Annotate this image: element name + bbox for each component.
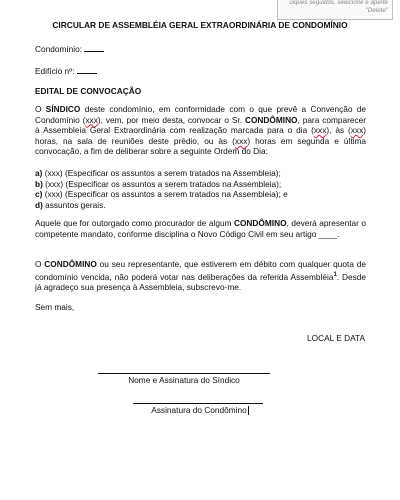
p1-text: ) horas em segunda e última convocação, a fim de deliberar sobre a seguinte Ordem do Dia: — [35, 135, 366, 157]
agenda-text: assuntos gerais. — [42, 199, 106, 210]
procurador-paragraph — [35, 218, 366, 239]
placeholder-xxx: xxx — [234, 135, 248, 146]
edificio-blank[interactable] — [77, 66, 97, 74]
agenda-item — [35, 200, 366, 211]
debito-paragraph — [35, 259, 366, 293]
agenda-text: (xxx) (Especificar os assuntos a serem tratados na Assembleia); — [42, 178, 282, 189]
condomino-signature-line — [133, 403, 263, 404]
agenda-letter: a) — [35, 168, 43, 178]
placeholder-xxx: xxx — [313, 125, 327, 136]
condominio-label: Condomínio: — [35, 44, 83, 54]
p1-text: ), vem, por meio desta, convocar o Sr. — [97, 114, 245, 125]
instruction-note: uiques seguidos, selecione e aperte "Delete" — [277, 0, 393, 20]
closing-text: Sem mais, — [35, 302, 75, 312]
condominio-field — [35, 44, 104, 55]
p1-text: deste condomínio, em conformidade com o que prevê a Convenção de Condomínio ( — [35, 104, 367, 125]
p3-text: . Desde já agradeço sua presença à Assembleia, subscrevo-me. — [35, 271, 366, 292]
condomino-term: CONDÔMINO — [233, 218, 287, 228]
agenda-letter: c) — [35, 189, 43, 200]
p1-text: O — [35, 104, 46, 114]
condomino-term: CONDÔMINO — [44, 259, 97, 269]
p1-text: ), às ( — [326, 125, 351, 136]
p1-text: ) horas, na sala de reuniões deste prédio, ou às ( — [35, 125, 366, 146]
agenda-list — [35, 168, 366, 210]
agenda-item — [35, 168, 366, 179]
agenda-letter: d) — [35, 199, 43, 210]
edificio-field — [35, 66, 97, 77]
sindico-term: SÍNDICO — [45, 104, 81, 114]
agenda-item — [35, 189, 366, 200]
edificio-label: Edifício nº: — [35, 66, 75, 76]
edital-heading: EDITAL DE CONVOCAÇÃO — [35, 86, 142, 96]
local-data: LOCAL E DATA — [307, 333, 365, 343]
agenda-letter: b) — [35, 178, 43, 189]
agenda-item — [35, 179, 366, 190]
placeholder-xxx: xxx — [350, 125, 364, 136]
condomino-signature-text: Assinatura do Condômino — [151, 405, 247, 415]
text-cursor — [248, 406, 249, 415]
agenda-text: (xxx) (Especificar os assuntos a serem tratados na Assembleia); e — [42, 189, 288, 200]
p2-text: , deverá apresentar o competente mandato, conforme disciplina o Novo Código Civil em seu artigo ____. — [35, 218, 366, 239]
p1-text: , para comparecer à Assembleia Geral Extraordinária com realização marcada para o dia ( — [35, 114, 366, 136]
p2-text: Aquele que for outorgado como procurador de algum — [35, 218, 234, 228]
document-title: CIRCULAR DE ASSEMBLÉIA GERAL EXTRAORDINÁRIA DE CONDOMÍNIO — [52, 20, 348, 30]
agenda-text: (xxx) (Especificar os assuntos a serem tratados na Assembleia); — [42, 168, 281, 178]
condominio-blank[interactable] — [84, 44, 104, 52]
p3-text: ou seu representante, que estiverem em débito com qualquer quota de condomínio vencida, não poderá votar nas deliberações da referida Assembléia — [35, 259, 366, 282]
condomino-term: CONDÔMINO — [244, 114, 298, 125]
placeholder-xxx: xxx — [85, 114, 98, 125]
p3-text: O — [35, 259, 45, 269]
footnote-marker: 1 — [333, 271, 337, 278]
sindico-signature-label: Nome e Assinatura do Síndico — [128, 375, 240, 385]
sindico-signature-line — [98, 373, 270, 374]
convocation-paragraph — [35, 104, 366, 157]
condomino-signature-label — [100, 405, 300, 415]
